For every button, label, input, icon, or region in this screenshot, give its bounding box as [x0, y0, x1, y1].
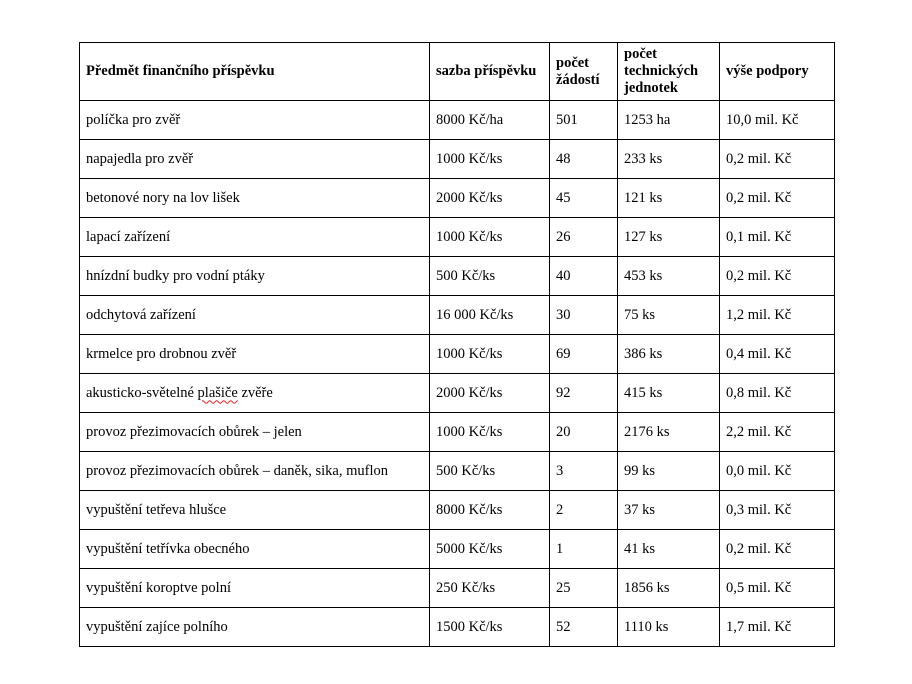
- cell-units: 1253 ha: [618, 101, 720, 140]
- cell-rate: 500 Kč/ks: [430, 257, 550, 296]
- header-subject: Předmět finančního příspěvku: [80, 43, 430, 101]
- cell-amount: 0,4 mil. Kč: [720, 335, 835, 374]
- cell-amount: 0,3 mil. Kč: [720, 491, 835, 530]
- cell-amount: 0,1 mil. Kč: [720, 218, 835, 257]
- cell-subject: políčka pro zvěř: [80, 101, 430, 140]
- cell-subject: vypuštění tetřívka obecného: [80, 530, 430, 569]
- cell-units: 1110 ks: [618, 608, 720, 647]
- cell-subject: vypuštění zajíce polního: [80, 608, 430, 647]
- cell-requests: 69: [550, 335, 618, 374]
- table-row: [80, 140, 835, 179]
- cell-units: 37 ks: [618, 491, 720, 530]
- table-row: [80, 374, 835, 413]
- cell-subject: krmelce pro drobnou zvěř: [80, 335, 430, 374]
- table-row: [80, 413, 835, 452]
- table-row: [80, 491, 835, 530]
- header-rate: sazba příspěvku: [430, 43, 550, 101]
- cell-rate: 1000 Kč/ks: [430, 140, 550, 179]
- table-header: [80, 43, 835, 101]
- cell-rate: 250 Kč/ks: [430, 569, 550, 608]
- cell-amount: 0,2 mil. Kč: [720, 257, 835, 296]
- header-amount: výše podpory: [720, 43, 835, 101]
- cell-amount: 1,2 mil. Kč: [720, 296, 835, 335]
- cell-subject: vypuštění tetřeva hlušce: [80, 491, 430, 530]
- cell-units: 233 ks: [618, 140, 720, 179]
- cell-units: 2176 ks: [618, 413, 720, 452]
- cell-units: 386 ks: [618, 335, 720, 374]
- cell-subject: napajedla pro zvěř: [80, 140, 430, 179]
- cell-units: 127 ks: [618, 218, 720, 257]
- cell-requests: 26: [550, 218, 618, 257]
- cell-units: 99 ks: [618, 452, 720, 491]
- cell-rate: 1000 Kč/ks: [430, 218, 550, 257]
- cell-rate: 8000 Kč/ks: [430, 491, 550, 530]
- cell-amount: 0,0 mil. Kč: [720, 452, 835, 491]
- cell-units: 41 ks: [618, 530, 720, 569]
- cell-units: 415 ks: [618, 374, 720, 413]
- cell-units: 121 ks: [618, 179, 720, 218]
- table-row: [80, 335, 835, 374]
- header-requests: počet žádostí: [550, 43, 618, 101]
- cell-rate: 500 Kč/ks: [430, 452, 550, 491]
- table-row: [80, 452, 835, 491]
- cell-amount: 0,5 mil. Kč: [720, 569, 835, 608]
- cell-requests: 3: [550, 452, 618, 491]
- header-units: počet technických jednotek: [618, 43, 720, 101]
- cell-amount: 0,8 mil. Kč: [720, 374, 835, 413]
- cell-rate: 8000 Kč/ha: [430, 101, 550, 140]
- table-row: [80, 608, 835, 647]
- cell-rate: 2000 Kč/ks: [430, 374, 550, 413]
- cell-rate: 16 000 Kč/ks: [430, 296, 550, 335]
- cell-rate: 1000 Kč/ks: [430, 413, 550, 452]
- cell-amount: 10,0 mil. Kč: [720, 101, 835, 140]
- grant-table: [79, 42, 835, 647]
- cell-amount: 0,2 mil. Kč: [720, 530, 835, 569]
- cell-requests: 40: [550, 257, 618, 296]
- cell-subject: hnízdní budky pro vodní ptáky: [80, 257, 430, 296]
- table-row: [80, 101, 835, 140]
- cell-rate: 2000 Kč/ks: [430, 179, 550, 218]
- cell-units: 75 ks: [618, 296, 720, 335]
- table-row: [80, 530, 835, 569]
- cell-rate: 1500 Kč/ks: [430, 608, 550, 647]
- cell-units: 453 ks: [618, 257, 720, 296]
- cell-subject: provoz přezimovacích obůrek – jelen: [80, 413, 430, 452]
- cell-requests: 92: [550, 374, 618, 413]
- cell-requests: 20: [550, 413, 618, 452]
- cell-amount: 0,2 mil. Kč: [720, 179, 835, 218]
- table-row: [80, 257, 835, 296]
- cell-amount: 2,2 mil. Kč: [720, 413, 835, 452]
- table-body: [80, 101, 835, 647]
- cell-requests: 30: [550, 296, 618, 335]
- cell-rate: 5000 Kč/ks: [430, 530, 550, 569]
- cell-requests: 45: [550, 179, 618, 218]
- table-row: [80, 179, 835, 218]
- cell-units: 1856 ks: [618, 569, 720, 608]
- cell-subject: betonové nory na lov lišek: [80, 179, 430, 218]
- cell-requests: 48: [550, 140, 618, 179]
- cell-requests: 2: [550, 491, 618, 530]
- cell-requests: 52: [550, 608, 618, 647]
- cell-rate: 1000 Kč/ks: [430, 335, 550, 374]
- cell-subject: provoz přezimovacích obůrek – daněk, sika, muflon: [80, 452, 430, 491]
- cell-subject: odchytová zařízení: [80, 296, 430, 335]
- cell-subject: akusticko-světelné plašiče zvěře: [80, 374, 430, 413]
- header-row: [80, 43, 835, 101]
- table-row: [80, 569, 835, 608]
- cell-amount: 0,2 mil. Kč: [720, 140, 835, 179]
- cell-subject: vypuštění koroptve polní: [80, 569, 430, 608]
- table-row: [80, 218, 835, 257]
- table-row: [80, 296, 835, 335]
- cell-requests: 501: [550, 101, 618, 140]
- cell-subject: lapací zařízení: [80, 218, 430, 257]
- cell-amount: 1,7 mil. Kč: [720, 608, 835, 647]
- spellcheck-word: plašiče: [197, 384, 238, 401]
- cell-requests: 1: [550, 530, 618, 569]
- cell-requests: 25: [550, 569, 618, 608]
